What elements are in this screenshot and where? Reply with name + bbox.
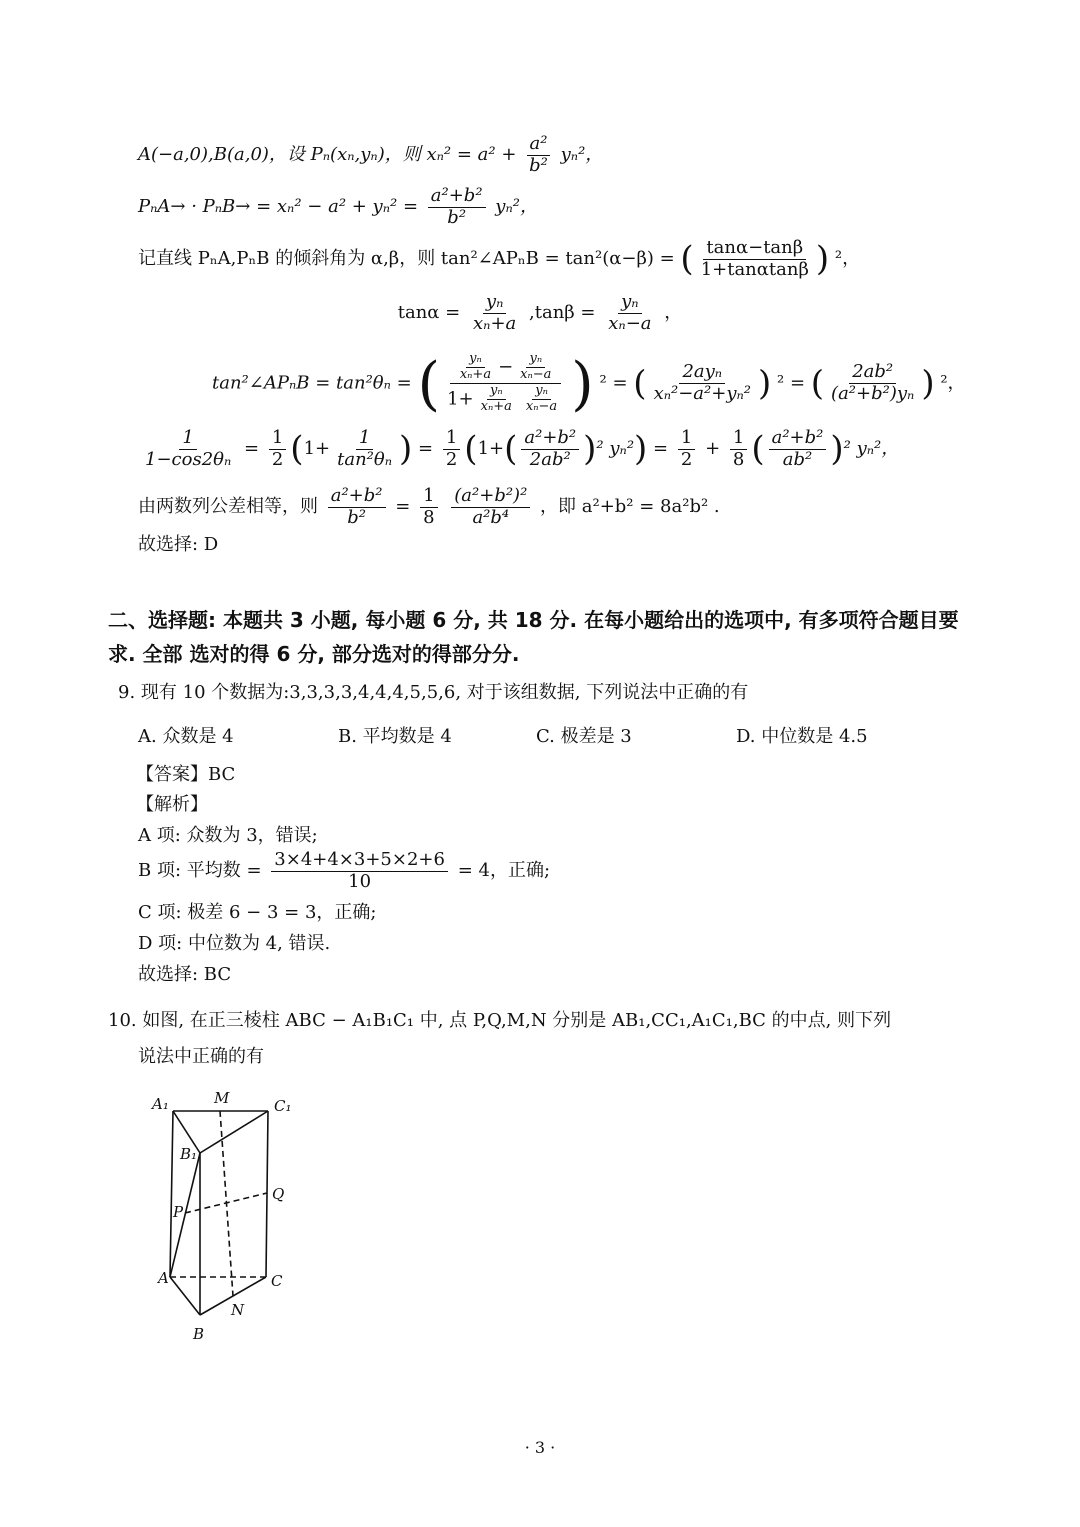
answer: 【答案】BC xyxy=(136,764,236,785)
numerator: yₙ xyxy=(526,352,545,368)
paren: ( xyxy=(751,429,765,470)
paren: ) xyxy=(399,429,413,470)
paren: ) xyxy=(921,363,935,404)
fraction xyxy=(651,362,754,404)
fraction xyxy=(523,384,560,415)
denominator: a²b⁴ xyxy=(472,506,510,528)
paren: ) xyxy=(830,429,844,470)
denominator: tan²θₙ xyxy=(337,448,393,470)
fraction xyxy=(769,428,827,470)
numerator: yₙ xyxy=(483,292,506,314)
numerator: 2ayₙ xyxy=(679,362,725,384)
denominator: xₙ−a xyxy=(525,398,558,414)
denominator: xₙ−a xyxy=(520,366,552,382)
analysis-title: 【解析】 xyxy=(136,794,208,815)
numerator: 1 xyxy=(678,428,695,450)
text: ² yₙ²， xyxy=(843,438,900,460)
text: ²， xyxy=(834,248,861,270)
text: PₙA→ · PₙB→ = xₙ² − a² + yₙ² = xyxy=(138,196,419,218)
numerator: 3×4+4×3+5×2+6 xyxy=(271,850,448,872)
text: ² yₙ² xyxy=(596,438,635,460)
denominator: b² xyxy=(529,154,548,176)
fraction xyxy=(328,486,386,528)
fraction xyxy=(142,428,234,470)
text: ² = xyxy=(777,372,806,394)
section-heading xyxy=(108,603,978,671)
denominator: xₙ+a xyxy=(459,366,492,382)
numerator: tanα−tanβ xyxy=(703,238,806,260)
numerator: (a²+b²)² xyxy=(451,486,530,508)
analysis-a: A 项: 众数为 3，错误; xyxy=(138,825,318,846)
label-b: B xyxy=(193,1325,205,1343)
paren: ) xyxy=(758,363,772,404)
analysis-choice: 故选择: BC xyxy=(138,964,232,985)
numerator xyxy=(450,352,562,384)
denominator: b² xyxy=(447,206,467,228)
numerator: a²+b² xyxy=(328,486,386,508)
denominator: 2ab² xyxy=(529,448,571,470)
fraction xyxy=(443,428,460,470)
solution-line-7 xyxy=(138,486,720,528)
operator: = xyxy=(395,496,411,518)
numerator: a²+b² xyxy=(521,428,579,450)
fraction xyxy=(428,186,486,228)
fraction xyxy=(730,428,747,470)
prism-figure xyxy=(140,1085,310,1345)
text: ,tanβ = xyxy=(529,302,596,324)
operator: = xyxy=(418,438,434,460)
denominator: xₙ−a xyxy=(608,312,652,334)
numerator: 1 xyxy=(420,486,437,508)
edge-b1c1 xyxy=(200,1111,268,1153)
solution-line-2 xyxy=(138,186,538,228)
label-q: Q xyxy=(272,1185,285,1203)
question-10-stem-line-2: 说法中正确的有 xyxy=(138,1046,264,1067)
paren: ( xyxy=(633,363,647,404)
page-number: · 3 · xyxy=(524,1438,556,1457)
label-c: C xyxy=(271,1272,283,1290)
operator: = xyxy=(244,438,260,460)
solution-line-5 xyxy=(212,349,966,418)
label-p: P xyxy=(173,1203,184,1221)
fraction xyxy=(420,486,437,528)
label-a1: A₁ xyxy=(152,1095,169,1113)
denominator: (a²+b²)yₙ xyxy=(831,382,915,404)
numerator: 1 xyxy=(730,428,747,450)
fraction xyxy=(678,428,695,470)
numerator: yₙ xyxy=(466,352,485,368)
complex-fraction xyxy=(444,352,567,415)
fraction xyxy=(457,352,494,383)
text: 1+ xyxy=(303,438,331,460)
solution-conclusion: 故选择: D xyxy=(138,534,219,555)
numerator: 2ab² xyxy=(849,362,896,384)
fraction xyxy=(521,428,579,470)
numerator: yₙ xyxy=(487,384,506,400)
text: 由两数列公差相等，则 xyxy=(138,496,318,518)
text: yₙ²， xyxy=(495,196,538,218)
text: ， xyxy=(664,302,683,324)
text: = 4，正确; xyxy=(457,860,551,882)
label-b1: B₁ xyxy=(180,1145,198,1163)
numerator: yₙ xyxy=(532,384,551,400)
fraction xyxy=(478,384,515,415)
solution-line-6 xyxy=(138,428,899,470)
fraction xyxy=(605,292,654,334)
denominator: 10 xyxy=(348,870,372,892)
fraction xyxy=(451,486,530,528)
denominator: xₙ²−a²+yₙ² xyxy=(653,382,752,404)
option-a: A. 众数是 4 xyxy=(138,726,234,747)
text: ，即 a²+b² = 8a²b² . xyxy=(540,496,720,518)
denominator: 8 xyxy=(732,448,745,470)
text: tanα = xyxy=(397,302,461,324)
label-n: N xyxy=(231,1301,245,1319)
section-heading-line-1: 二、选择题: 本题共 3 小题, 每小题 6 分, 共 18 分. 在每小题给出的选项中, 有多项符合题目要 xyxy=(108,608,959,632)
label-a: A xyxy=(158,1269,169,1287)
analysis-d: D 项: 中位数为 4, 错误. xyxy=(138,933,331,954)
denominator: 1−cos2θₙ xyxy=(145,448,232,470)
edge-aa1 xyxy=(170,1111,173,1277)
analysis-c: C 项: 极差 6 − 3 = 3，正确; xyxy=(138,902,377,923)
fraction xyxy=(470,292,519,334)
paren: ( xyxy=(464,429,478,470)
label-c1: C₁ xyxy=(274,1097,292,1115)
text: yₙ²， xyxy=(560,144,604,166)
question-10-stem-line-1: 10. 如图, 在正三棱柱 ABC − A₁B₁C₁ 中, 点 P,Q,M,N 分别是 AB₁,CC₁,A₁C₁,BC 的中点, 则下列 xyxy=(108,1010,892,1031)
solution-line-1 xyxy=(138,134,603,176)
paren: ( xyxy=(680,239,694,280)
denominator: 2 xyxy=(680,448,693,470)
label-m: M xyxy=(214,1089,230,1107)
option-b: B. 平均数是 4 xyxy=(338,726,452,747)
section-heading-line-2: 求. 全部 选对的得 6 分, 部分选对的得部分分. xyxy=(108,642,520,666)
denominator: 2 xyxy=(271,448,284,470)
paren: ( xyxy=(290,429,304,470)
text: 记直线 PₙA,PₙB 的倾斜角为 α,β，则 tan²∠APₙB = tan²(α−β) = xyxy=(138,248,675,270)
numerator: yₙ xyxy=(618,292,641,314)
option-d: D. 中位数是 4.5 xyxy=(736,726,868,747)
denominator: b² xyxy=(347,506,366,528)
paren: ( xyxy=(417,349,441,418)
paren: ( xyxy=(504,429,518,470)
denominator: 8 xyxy=(423,506,435,528)
fraction xyxy=(517,352,554,383)
option-c: C. 极差是 3 xyxy=(536,726,632,747)
operator: − xyxy=(498,356,514,378)
text: ² = xyxy=(599,372,628,394)
denominator: 2 xyxy=(445,448,458,470)
fraction xyxy=(271,850,448,892)
numerator: 1 xyxy=(179,428,196,450)
text: 1+ xyxy=(447,388,474,410)
fraction xyxy=(526,134,551,176)
analysis-b xyxy=(138,850,550,892)
numerator: 1 xyxy=(356,428,373,450)
numerator: a²+b² xyxy=(769,428,827,450)
numerator: 1 xyxy=(269,428,286,450)
paren: ) xyxy=(815,239,830,280)
solution-line-3 xyxy=(138,238,860,280)
edge-cc1 xyxy=(266,1111,268,1277)
text: B 项: 平均数 = xyxy=(138,860,262,882)
fraction xyxy=(334,428,395,470)
numerator: 1 xyxy=(443,428,460,450)
edge-ab xyxy=(170,1277,200,1315)
text: 1+ xyxy=(477,438,505,460)
denominator: ab² xyxy=(782,448,813,470)
operator: + xyxy=(705,438,721,460)
text: tan²∠APₙB = tan²θₙ = xyxy=(212,372,412,394)
text: ²， xyxy=(940,372,966,394)
paren: ) xyxy=(571,349,594,418)
denominator: xₙ+a xyxy=(480,398,512,414)
operator: = xyxy=(653,438,669,460)
fraction xyxy=(698,238,812,280)
paren: ) xyxy=(583,429,597,470)
fraction xyxy=(828,362,917,404)
fraction xyxy=(269,428,286,470)
denominator: xₙ+a xyxy=(473,312,517,334)
text: A(−a,0),B(a,0)，设 Pₙ(xₙ,yₙ)，则 xₙ² = a² + xyxy=(138,144,517,166)
solution-line-4 xyxy=(0,292,1080,334)
denominator: 1+tanαtanβ xyxy=(700,258,809,280)
numerator: a² xyxy=(527,134,551,156)
numerator: a²+b² xyxy=(428,186,486,208)
paren: ( xyxy=(810,363,825,404)
question-9-stem: 9. 现有 10 个数据为:3,3,3,3,4,4,4,5,5,6, 对于该组数据, 下列说法中正确的有 xyxy=(118,682,749,703)
denominator xyxy=(444,384,567,415)
paren: ) xyxy=(634,429,648,470)
